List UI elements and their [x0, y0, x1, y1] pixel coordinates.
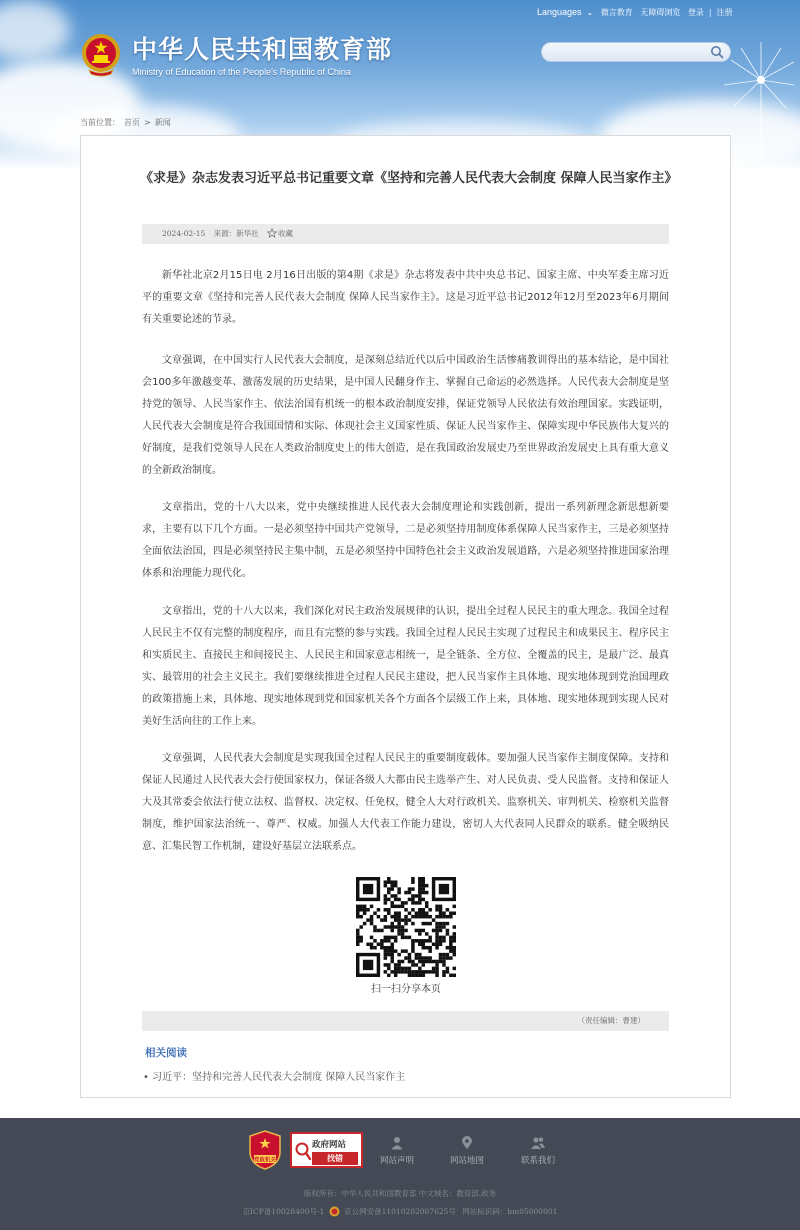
- icp-link[interactable]: 京ICP备10028400号-1: [242, 1207, 325, 1216]
- gov-error-report-button[interactable]: [290, 1132, 363, 1168]
- site-subtitle: Ministry of Education of the People's Republic of China: [132, 67, 351, 77]
- languages-link[interactable]: Languages: [537, 7, 582, 17]
- search-input[interactable]: [542, 46, 702, 64]
- cloud-decoration: [0, 0, 70, 60]
- article-paragraph: 文章指出，党的十八大以来，党中央继续推进人民代表大会制度理论和实践创新，提出一系列新理念新思想新要求，主要有以下几个方面。一是必须坚持中国共产党领导，二是必须坚持用制度体系保障人民当家作主，三是必须坚持全面依法治国，四是必须坚持民主集中制，五是必须坚持中国特色社会主义政治发展道路，六是必须坚持推进国家治理体系和治理能力现代化。: [142, 502, 669, 579]
- footer-link-contact[interactable]: [515, 1136, 561, 1166]
- related-reading-title: 相关阅读: [145, 1047, 187, 1059]
- gov-box-label: 政府网站: [312, 1140, 347, 1150]
- party-gov-badge-icon[interactable]: [248, 1130, 282, 1170]
- breadcrumb-separator: >: [144, 118, 151, 127]
- article-meta-bar: [142, 224, 669, 244]
- site-title[interactable]: 中华人民共和国教育部: [132, 35, 393, 64]
- footer-link-sitemap[interactable]: [444, 1136, 490, 1166]
- national-emblem-icon[interactable]: [80, 32, 122, 78]
- breadcrumb: [80, 117, 175, 128]
- link-separator: |: [708, 8, 712, 17]
- related-item-link[interactable]: 习近平：坚持和完善人民代表大会制度 保障人民当家作主: [152, 1072, 406, 1083]
- editor-bar: [142, 1011, 669, 1031]
- article-title: 《求是》杂志发表习近平总书记重要文章《坚持和完善人民代表大会制度 保障人民当家作主》: [140, 171, 678, 186]
- police-record-link[interactable]: 京公网安备11010202007625号: [344, 1207, 456, 1216]
- map-pin-icon: [460, 1136, 474, 1150]
- article-paragraph: 新华社北京2月15日电 2月16日出版的第4期《求是》杂志将发表中共中央总书记、国家主席、中央军委主席习近平的重要文章《坚持和完善人民代表大会制度 保障人民当家作主》。这是习近平总书记2012年12月至2023年6月期间有关重要论述的节录。: [142, 270, 669, 325]
- qr-caption: 扫一扫分享本页: [371, 984, 441, 995]
- share-qr-code: [356, 877, 456, 977]
- search-icon[interactable]: [710, 45, 724, 59]
- magnifier-icon: [294, 1140, 312, 1162]
- related-item[interactable]: • 习近平：坚持和完善人民代表大会制度 保障人民当家作主: [143, 1072, 406, 1083]
- copyright-line: 版权所有：中华人民共和国教育部 中文域名：教育部.政务: [303, 1189, 497, 1198]
- article-paragraph: 文章强调，人民代表大会制度是实现我国全过程人民民主的重要制度载体。要加强人民当家作主制度保障。支持和保证人民通过人民代表大会行使国家权力，保证各级人大都由民主选举产生、对人民负责、受人民监督。支持和保证人大及其常委会依法行使立法权、监督权、决定权、任免权，健全人大对行政机关、监察机关、审判机关、检察机关监督制度，维护国家法治统一、尊严、权威。加强人大代表工作能力建设，密切人大代表同人民群众的联系。健全吸纳民意、汇集民智工作机制，建设好基层立法联系点。: [142, 753, 669, 852]
- register-link[interactable]: 注册: [716, 8, 733, 17]
- person-icon: [390, 1136, 404, 1150]
- contacts-icon: [530, 1136, 546, 1150]
- search-bar: [541, 42, 731, 62]
- chevron-down-icon: ⌄: [586, 8, 594, 17]
- breadcrumb-label: 当前位置：: [80, 118, 120, 127]
- article-date: 2024-02-15: [162, 229, 206, 238]
- police-badge-icon: [329, 1206, 340, 1217]
- editor-credit: （责任编辑：曹建）: [577, 1016, 645, 1025]
- footer-link-label: 网站声明: [379, 1156, 414, 1166]
- site-id: 网站标识码：bm05000001: [462, 1207, 558, 1216]
- accessibility-link[interactable]: 无障碍浏览: [640, 8, 681, 17]
- favorite-button[interactable]: [267, 229, 299, 238]
- breadcrumb-home[interactable]: 首页: [124, 118, 140, 127]
- login-link[interactable]: 登录: [687, 8, 704, 17]
- star-icon: [267, 228, 277, 238]
- footer-link-label: 网站地图: [449, 1156, 484, 1166]
- weibo-link[interactable]: 微言教育: [600, 8, 633, 17]
- footer-link-statement[interactable]: [375, 1136, 419, 1166]
- breadcrumb-current[interactable]: 新闻: [154, 118, 171, 127]
- favorite-label: 收藏: [278, 229, 294, 238]
- footer-link-label: 联系我们: [520, 1156, 555, 1166]
- article-paragraph: 文章强调，在中国实行人民代表大会制度，是深刻总结近代以后中国政治生活惨痛教训得出的基本结论，是中国社会100多年激越变革、激荡发展的历史结果，是中国人民翻身作主、掌握自己命运的必然选择。人民代表大会制度是坚持党的领导、人民当家作主、依法治国有机统一的根本政治制度安排，保证党领导人民依法有效治理国家。实践证明，人民代表大会制度是符合我国国情和实际、体现社会主义国家性质、保证人民当家作主、保障实现中华民族伟大复兴的好制度，是我们党领导人民在人类政治制度史上的伟大创造，是在我国政治发展史乃至世界政治发展史上具有重大意义的全新政治制度。: [142, 355, 669, 476]
- badge-label: 党政机关: [253, 1157, 277, 1164]
- article-source: 来源：新华社: [213, 229, 259, 238]
- article-paragraph: 文章指出，党的十八大以来，我们深化对民主政治发展规律的认识，提出全过程人民民主的重大理念。我国全过程人民民主不仅有完整的制度程序，而且有完整的参与实践。我国全过程人民民主实现了过程民主和成果民主、程序民主和实质民主、直接民主和间接民主、人民民主和国家意志相统一，是全链条、全方位、全覆盖的民主，是最广泛、最真实、最管用的社会主义民主。我们要继续推进全过程人民民主建设，把人民当家作主具体地、现实地体现到党治国理政的政策措施上来，具体地、现实地体现到党和国家机关各个方面各个层级工作上来，具体地、现实地体现到实现人民对美好生活向往的工作上来。: [142, 606, 669, 727]
- top-links: [537, 7, 738, 18]
- gov-box-error-label: 找错: [312, 1152, 358, 1165]
- icp-line: [0, 1206, 800, 1217]
